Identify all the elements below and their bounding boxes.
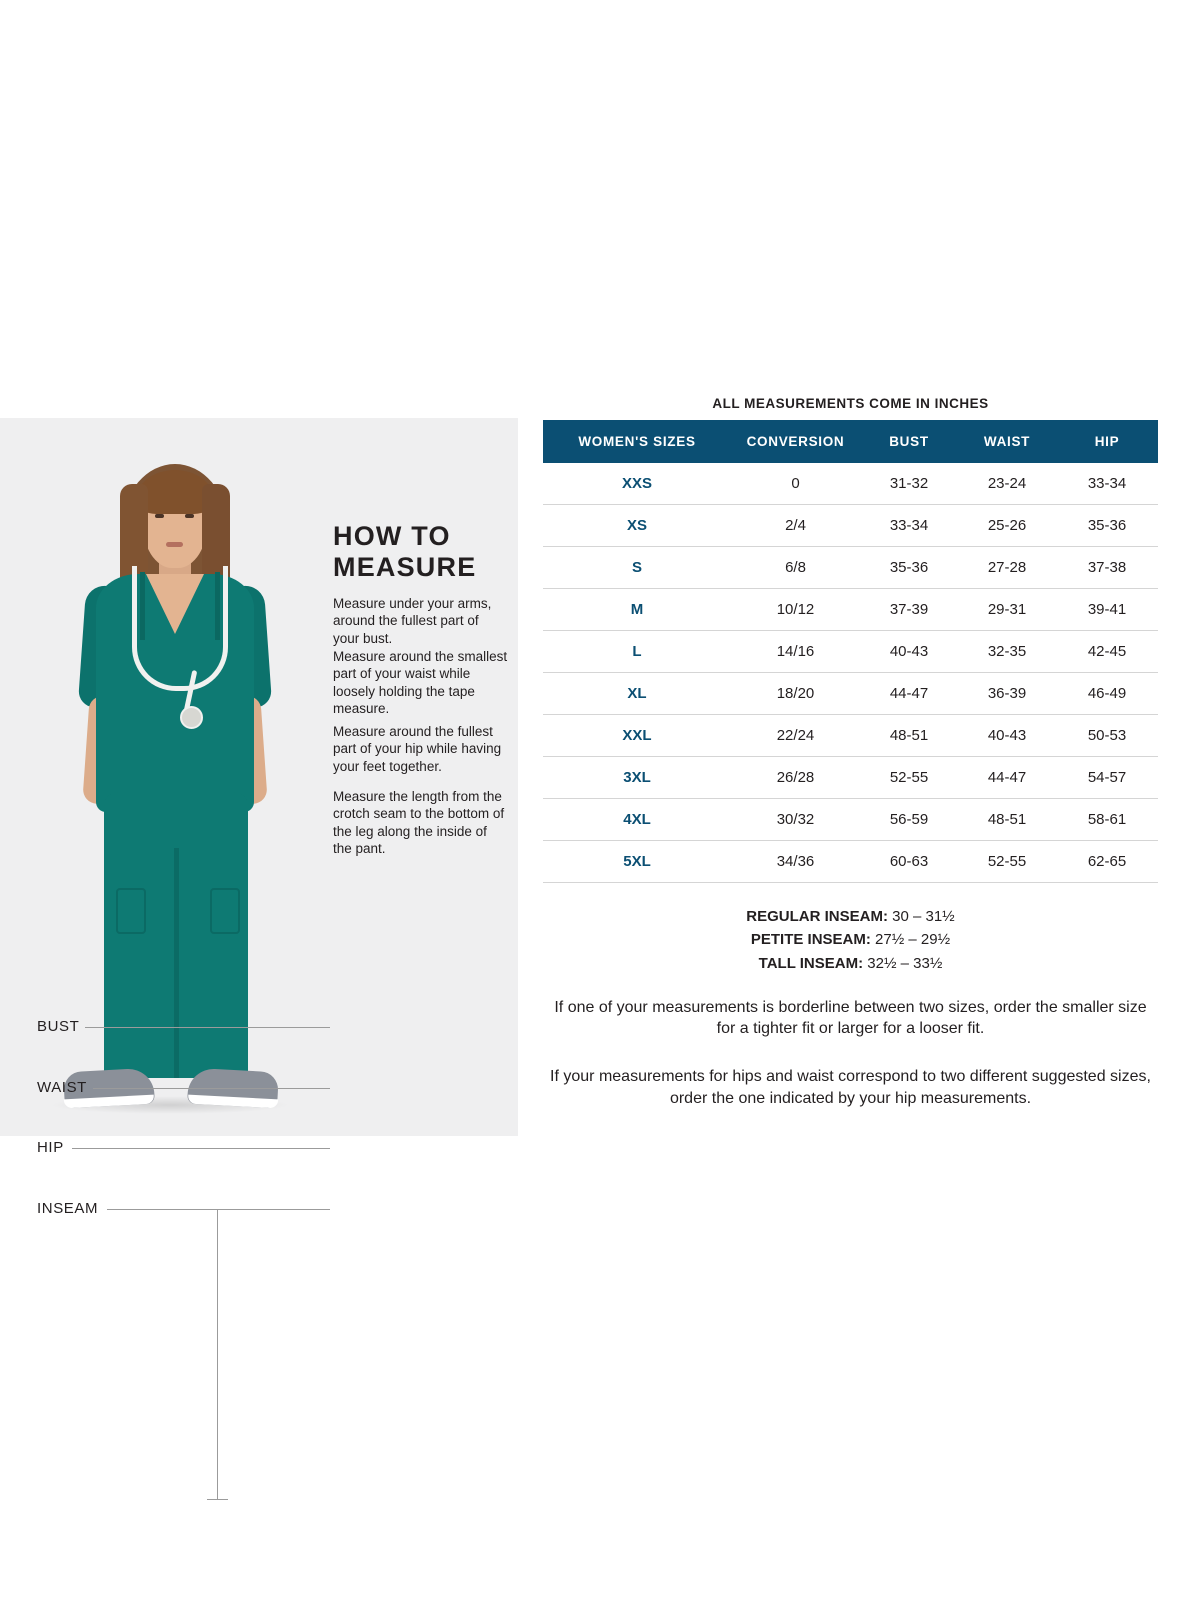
cell-hip: 37-38 [1056,547,1158,589]
cell-bust: 37-39 [860,589,958,631]
pocket-right [210,888,240,934]
cell-conversion: 18/20 [731,673,860,715]
cell-hip: 33-34 [1056,463,1158,505]
how-to-measure-panel [0,418,518,1217]
table-row [543,505,1158,547]
sizing-note-borderline: If one of your measurements is borderline between two sizes, order the smaller size for a tighter fit or larger for a looser fit. [554,998,1147,1038]
cell-bust: 40-43 [860,631,958,673]
inseam-tall [543,952,1158,975]
table-row [543,547,1158,589]
label-hip: HIP [37,1139,64,1156]
cell-hip: 35-36 [1056,505,1158,547]
how-to-measure-title-line2: MEASURE [333,552,477,583]
cell-conversion: 26/28 [731,757,860,799]
cell-waist: 48-51 [958,799,1056,841]
inseam-bottom-cap [207,1499,228,1500]
cell-bust: 48-51 [860,715,958,757]
cell-conversion: 2/4 [731,505,860,547]
cell-waist: 44-47 [958,757,1056,799]
leader-line-inseam [107,1209,330,1210]
cell-hip: 42-45 [1056,631,1158,673]
inseam-regular-value: 30 – 31½ [892,908,955,925]
cell-conversion: 22/24 [731,715,860,757]
inseam-regular-label: REGULAR INSEAM: [746,908,888,925]
cell-size: XL [543,673,731,715]
cell-size: L [543,631,731,673]
inseam-lengths [543,905,1158,975]
cell-conversion: 14/16 [731,631,860,673]
cell-conversion: 30/32 [731,799,860,841]
column-header-bust: BUST [860,420,958,463]
cell-conversion: 6/8 [731,547,860,589]
mouth [166,542,183,547]
cell-conversion: 34/36 [731,841,860,883]
cell-waist: 29-31 [958,589,1056,631]
cell-conversion: 10/12 [731,589,860,631]
table-caption: ALL MEASUREMENTS COME IN INCHES [712,396,989,411]
table-row [543,799,1158,841]
cell-hip: 54-57 [1056,757,1158,799]
label-waist: WAIST [37,1079,87,1096]
cell-bust: 52-55 [860,757,958,799]
leader-line-hip [72,1148,330,1149]
cell-size: 5XL [543,841,731,883]
cell-bust: 33-34 [860,505,958,547]
pocket-left [116,888,146,934]
column-header-conversion: CONVERSION [731,420,860,463]
cell-bust: 56-59 [860,799,958,841]
cell-hip: 50-53 [1056,715,1158,757]
cell-hip: 62-65 [1056,841,1158,883]
cell-waist: 25-26 [958,505,1056,547]
description-bust: Measure under your arms, around the fullest part of your bust. [333,596,492,646]
table-header-row [543,420,1158,463]
cell-waist: 23-24 [958,463,1056,505]
description-waist: Measure around the smallest part of your waist while loosely holding the tape measure. [333,649,508,716]
cell-hip: 46-49 [1056,673,1158,715]
womens-size-table [543,420,1158,883]
cell-size: 3XL [543,757,731,799]
cell-waist: 40-43 [958,715,1056,757]
cell-waist: 36-39 [958,673,1056,715]
column-header-hip: HIP [1056,420,1158,463]
cell-waist: 52-55 [958,841,1056,883]
eye-right [185,514,194,518]
cell-size: M [543,589,731,631]
cell-hip: 58-61 [1056,799,1158,841]
label-inseam: INSEAM [37,1200,99,1217]
inseam-regular [543,905,1158,928]
inseam-tall-value: 32½ – 33½ [867,954,943,972]
table-row [543,757,1158,799]
cell-size: S [543,547,731,589]
cell-size: XXL [543,715,731,757]
inseam-petite-value: 27½ – 29½ [875,931,951,949]
leader-line-waist [93,1088,330,1089]
pant-inseam-seam [174,848,179,1078]
column-header-waist: WAIST [958,420,1056,463]
description-inseam: Measure the length from the crotch seam to the bottom of the leg along the inside of the pant. [333,789,505,856]
description-hip: Measure around the fullest part of your hip while having your feet together. [333,724,502,774]
table-row [543,589,1158,631]
cell-size: 4XL [543,799,731,841]
cell-conversion: 0 [731,463,860,505]
inseam-petite [543,928,1158,951]
table-row [543,673,1158,715]
cell-waist: 27-28 [958,547,1056,589]
column-header-sizes: WOMEN'S SIZES [543,420,731,463]
inseam-petite-label: PETITE INSEAM: [750,931,871,949]
cell-size: XXS [543,463,731,505]
how-to-measure-title [333,521,513,583]
cell-bust: 60-63 [860,841,958,883]
stethoscope-icon [132,566,228,691]
cell-hip: 39-41 [1056,589,1158,631]
leader-line-bust [85,1027,330,1028]
cell-bust: 44-47 [860,673,958,715]
label-bust: BUST [37,1018,80,1035]
table-row [543,715,1158,757]
stethoscope-bell [180,706,203,729]
table-row [543,463,1158,505]
cell-bust: 31-32 [860,463,958,505]
inseam-tall-label: TALL INSEAM: [758,954,864,972]
eye-left [155,514,164,518]
cell-waist: 32-35 [958,631,1056,673]
how-to-measure-title-line1: HOW TO [333,521,451,551]
cell-size: XS [543,505,731,547]
table-row [543,841,1158,883]
size-table-panel [543,396,1158,1109]
inseam-vertical-line [217,1209,218,1499]
sizing-note-hip-priority: If your measurements for hips and waist correspond to two different suggested sizes, order the one indicated by your hip measurements. [550,1067,1151,1107]
table-row [543,631,1158,673]
cell-bust: 35-36 [860,547,958,589]
